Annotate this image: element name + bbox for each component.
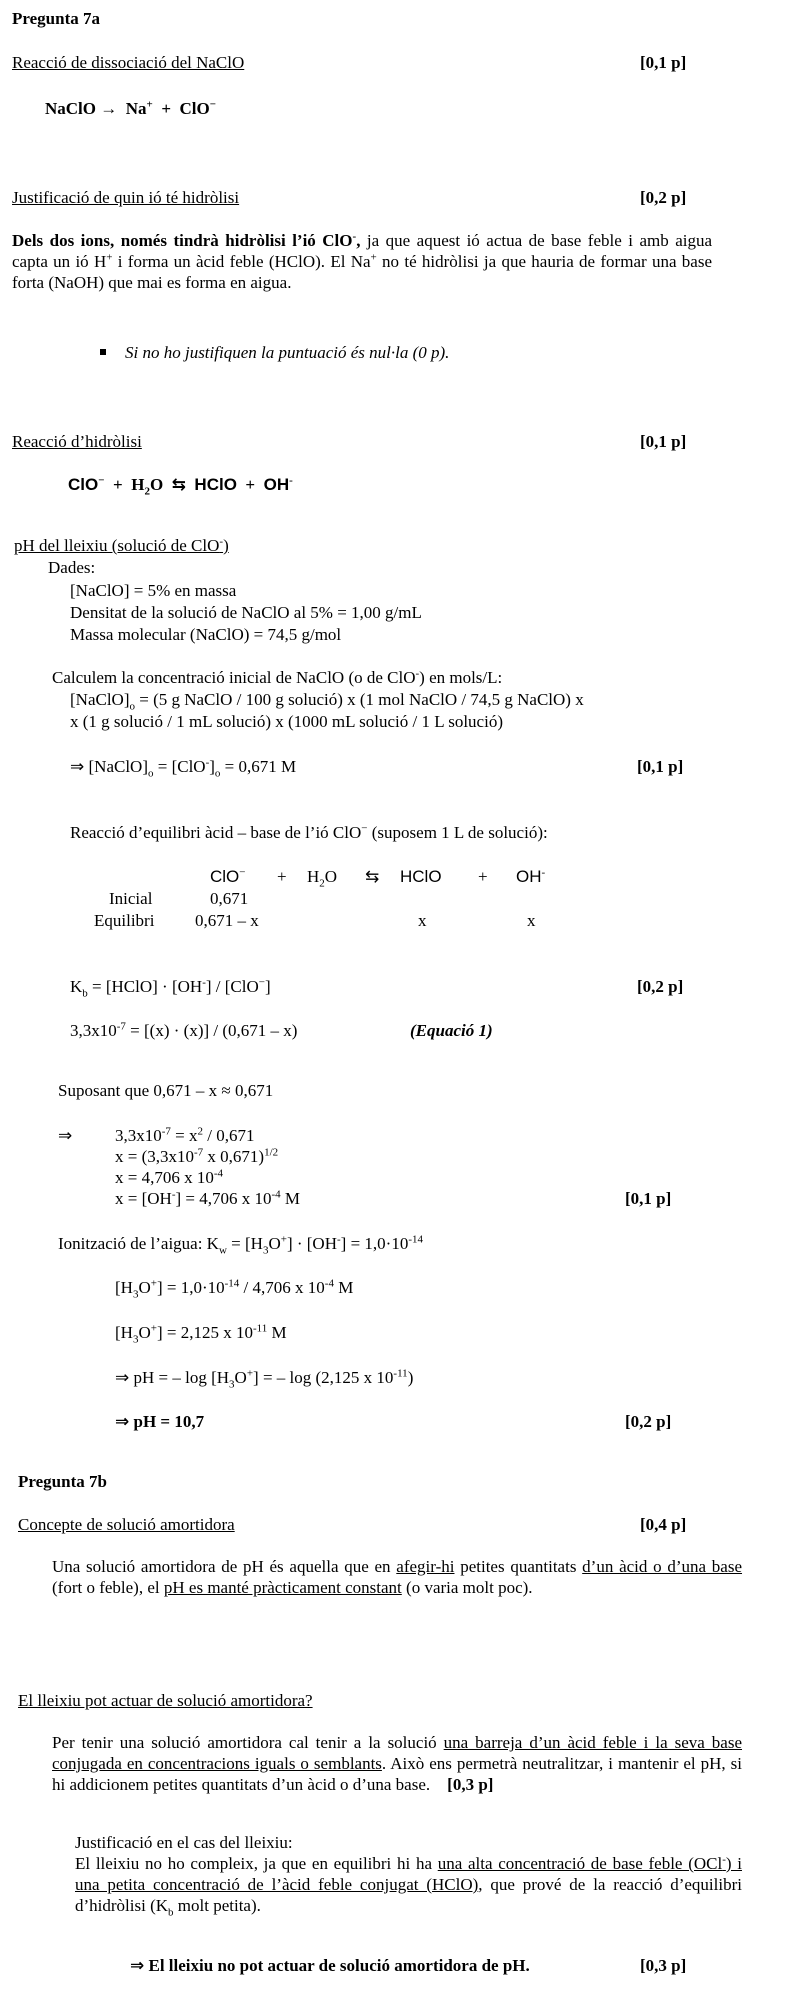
- final-conclusion-points: [0,3 p]: [640, 1956, 687, 1975]
- solve-step-1: $3,3x10^{-7} = x^2 / 0,671$: [115, 1125, 255, 1145]
- dades-item: Massa molecular (NaClO) = 74,5 g/mol: [70, 625, 342, 644]
- table-row-initial-label: Inicial: [109, 889, 153, 908]
- table-row-equilibrium-clo: 0,671 – x: [195, 911, 259, 930]
- solve-step-2: $x = (3,3x10^{-7}$ x 0,671)$^{1/2}$: [115, 1146, 279, 1166]
- solve-step-4: x = [OH-] = 4,706 x $10^{-4}$ M: [115, 1188, 301, 1208]
- bleach-buffer-heading: El lleixiu pot actuar de solució amortidora?: [18, 1691, 313, 1710]
- implies-arrow-icon: ⇒: [58, 1126, 73, 1145]
- table-header-plus: +: [478, 867, 488, 886]
- dades-label: Dades:: [48, 558, 96, 577]
- calc-result: ⇒ $[NaClO]_o = [ClO^-]_o = 0,671$ M: [70, 756, 297, 780]
- equation-1: $3,3x10^{-7} = [(x) \cdot (x)] / (0,671 - x)$: [70, 1020, 298, 1040]
- hydrolysis-equation: $ClO^- + H_2O$ ⇆ HClO + OH-: [68, 474, 293, 498]
- kb-expression: $K_b$ = [HClO] · [OH-] / [ClO−]: [70, 976, 271, 1000]
- water-ionization: Ionització de l’aigua: $K_w = [H_3O^+] \cdot [OH^-] = 1,0\cdot 10^{-14}$: [58, 1233, 424, 1257]
- buffer-concept-paragraph: Una solució amortidora de pH és aquella que en afegir-hi petites quantitats d’un àcid o d’una base (fort o feble), el pH es manté pràcticament constant (o varia molt poc).: [52, 1557, 743, 1597]
- hydrolysis-heading: Reacció d’hidròlisi: [12, 432, 142, 451]
- approximation: Suposant que 0,671 – x ≈ 0,671: [58, 1081, 274, 1100]
- table-header-hclo: HClO: [400, 867, 442, 886]
- ph-calculation: ⇒ pH = – $\log [H_3O^+]$ = – log (2,125 x $10^{-11}$): [115, 1367, 414, 1391]
- solve-step-3: x = 4,706 x $10^{-4}$: [115, 1167, 224, 1187]
- table-header-h2o: $H_2O$: [307, 867, 338, 890]
- dades-item: Densitat de la solució de NaClO al 5% = 1,00 g/mL: [70, 603, 422, 622]
- ph-result: ⇒ pH = 10,7: [115, 1412, 205, 1431]
- calc-line-1: $[NaClO]_o = (5$ g NaClO / 100 g solució) x (1 mol NaClO / 74,5 g NaClO) x: [70, 690, 584, 713]
- buffer-concept-heading: Concepte de solució amortidora: [18, 1515, 235, 1534]
- table-header-plus: +: [277, 867, 287, 886]
- table-row-equilibrium-label: Equilibri: [94, 911, 155, 930]
- justification-paragraph: Dels dos ions, només tindrà hidròlisi l’ió ClO-, ja que aquest ió actua de base feble i amb aigua capta un ió H+ i forma un àcid feble (HClO). El Na+ no té hidròlisi ja que hauria de formar una base forta (NaOH) que mai es forma en aigua.: [12, 230, 713, 292]
- final-conclusion: ⇒ El lleixiu no pot actuar de solució amortidora de pH.: [130, 1956, 530, 1975]
- bleach-buffer-points: [0,3 p]: [447, 1775, 494, 1794]
- solve-points: [0,1 p]: [625, 1189, 672, 1208]
- bleach-justification-paragraph: El lleixiu no ho compleix, ja que en equilibri hi ha una alta concentració de base feble (OCl-) i una petita concentració de l’àcid feble conjugat (HClO), que prové de la reacció d’equilibri d’hidròlisi ($K_b$ molt petita).: [75, 1853, 742, 1919]
- table-row-equilibrium-hclo: x: [418, 911, 427, 930]
- equilibrium-intro: Reacció d’equilibri àcid – base de l’ió ClO− (suposem 1 L de solució):: [70, 822, 548, 842]
- table-header-arrow: ⇆: [365, 867, 380, 886]
- table-row-equilibrium-oh: x: [527, 911, 536, 930]
- calc-intro: Calculem la concentració inicial de NaClO (o de ClO-) en mols/L:: [52, 667, 503, 687]
- ph-result-points: [0,2 p]: [625, 1412, 672, 1431]
- bleach-justification-title: Justificació en el cas del lleixiu:: [75, 1833, 293, 1852]
- hydrolysis-points: [0,1 p]: [640, 432, 687, 451]
- question-7b-title: Pregunta 7b: [18, 1472, 107, 1491]
- dissociation-heading: Reacció de dissociació del NaClO: [12, 53, 245, 72]
- calc-line-2: x (1 g solució / 1 mL solució) x (1000 mL solució / 1 L solució): [70, 712, 503, 731]
- table-row-initial-clo: 0,671: [210, 889, 249, 908]
- h3o-step-2: $[H_3O^+] = 2,125$ x $10^{-11}$ M: [115, 1322, 287, 1346]
- calc-result-points: [0,1 p]: [637, 757, 684, 776]
- table-header-clo: ClO−: [210, 866, 246, 886]
- grading-note: Si no ho justifiquen la puntuació és nul·la (0 p).: [125, 343, 450, 362]
- bleach-buffer-paragraph: Per tenir una solució amortidora cal tenir a la solució una barreja d’un àcid feble i la seva base conjugada en concentracions iguals o semblants. Això ens permetrà neutralitzar, i mantenir el pH, si hi addicionem petites quantitats d’un àcid o d’una base. [0,3 p]: [52, 1733, 743, 1794]
- dissociation-equation: NaClO → Na+ + ClO−: [45, 98, 217, 118]
- justification-heading: Justificació de quin ió té hidròlisi: [12, 188, 240, 207]
- equation-1-label: (Equació 1): [410, 1021, 493, 1040]
- dissociation-points: [0,1 p]: [640, 53, 687, 72]
- justification-points: [0,2 p]: [640, 188, 687, 207]
- h3o-step-1: $[H_3O^+] = 1,0\cdot 10^{-14} / 4,706$ x $10^{-4}$ M: [115, 1277, 354, 1301]
- buffer-concept-points: [0,4 p]: [640, 1515, 687, 1534]
- kb-points: [0,2 p]: [637, 977, 684, 996]
- dades-item: [NaClO] = 5% en massa: [70, 581, 237, 600]
- ph-heading: pH del lleixiu (solució de ClO-): [14, 535, 229, 555]
- table-header-oh: OH-: [516, 866, 546, 886]
- bullet-square-icon: [100, 349, 106, 355]
- question-7a-title: Pregunta 7a: [12, 9, 100, 28]
